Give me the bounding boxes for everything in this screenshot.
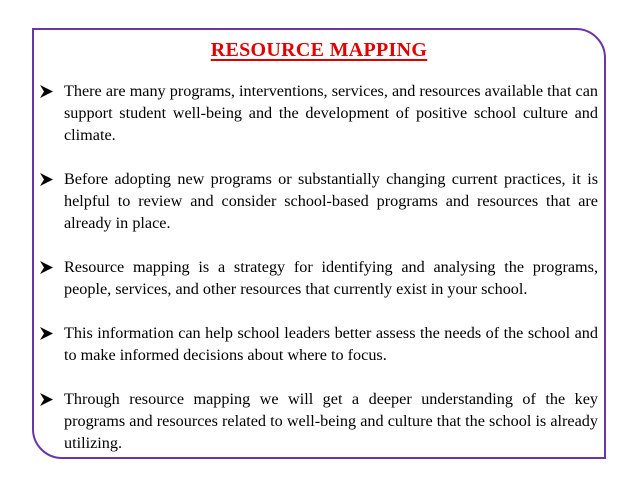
bullet-item [40,168,598,234]
bullet-item [40,388,598,454]
bullet-list [40,80,598,454]
bullet-text: There are many programs, interventions, services, and resources available that can support student well-being and the development of positive school culture and climate. [64,82,598,144]
arrowhead-bullet-icon [40,393,53,406]
arrowhead-bullet-icon [40,261,53,274]
bullet-text: Resource mapping is a strategy for identifying and analysing the programs, people, services, and other resources that currently exist in your school. [64,258,598,298]
bullet-item [40,256,598,300]
arrowhead-bullet-icon [40,85,53,98]
bullet-item [40,80,598,146]
bullet-text: Before adopting new programs or substantially changing current practices, it is helpful to review and consider school-based programs and resources that are already in place. [64,170,598,232]
arrowhead-bullet-icon [40,327,53,340]
slide-title: RESOURCE MAPPING [210,39,428,61]
arrowhead-bullet-icon [40,173,53,186]
bullet-text: This information can help school leaders better assess the needs of the school and to make informed decisions about where to focus. [64,324,598,364]
bullet-item [40,322,598,366]
bullet-text: Through resource mapping we will get a deeper understanding of the key programs and resources related to well-being and culture that the school is already utilizing. [64,390,598,452]
